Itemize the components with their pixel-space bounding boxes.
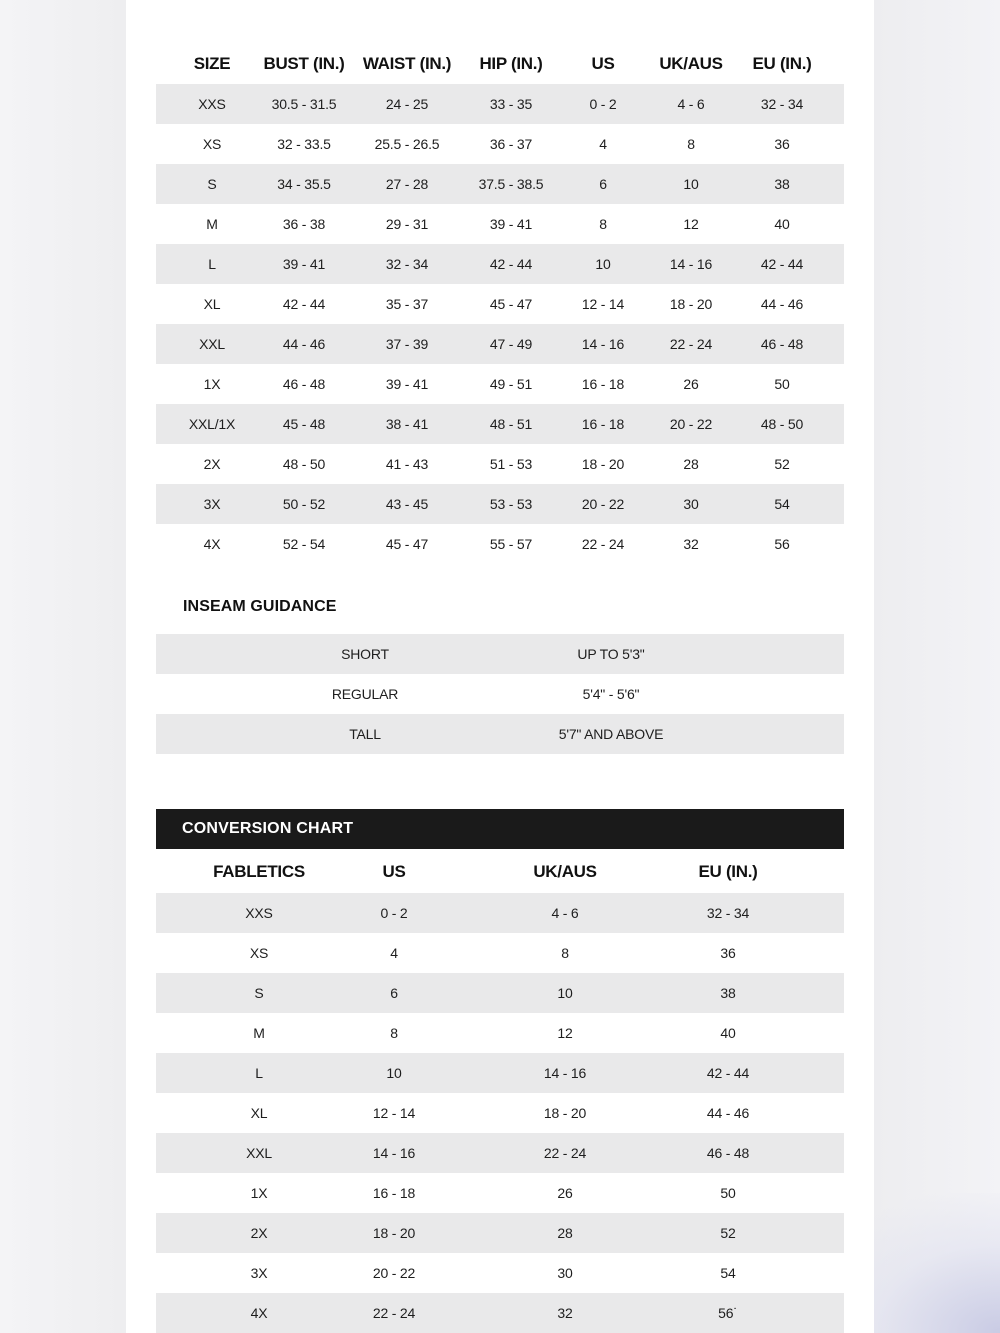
size-table-cell: 24 - 25 (385, 96, 429, 112)
size-table-cell: 46 - 48 (760, 336, 804, 352)
size-table-cell: 50 (774, 376, 790, 392)
size-table-cell: 10 (595, 256, 611, 272)
inseam-cell: UP TO 5'3" (577, 646, 645, 662)
conversion-cell: 2X (250, 1225, 268, 1241)
size-table-cell: XS (202, 136, 222, 152)
size-table-cell: 45 - 47 (385, 536, 429, 552)
size-table-cell: 20 - 22 (669, 416, 713, 432)
size-table-cell: M (206, 216, 218, 232)
size-table-cell: 38 - 41 (385, 416, 429, 432)
right-background (874, 0, 1000, 1333)
conversion-row (156, 893, 844, 933)
size-table-cell: 4 - 6 (677, 96, 705, 112)
conversion-cell: 1X (250, 1185, 268, 1201)
conversion-cell: 4X (250, 1305, 268, 1321)
size-table-cell: 37.5 - 38.5 (478, 176, 544, 192)
size-table-cell: XXL (199, 336, 225, 352)
size-table-cell: 34 - 35.5 (277, 176, 331, 192)
conversion-row (156, 973, 844, 1013)
conversion-cell: 52 (720, 1225, 736, 1241)
size-table-cell: 10 (683, 176, 699, 192)
conversion-row (156, 933, 844, 973)
conversion-cell: XS (249, 945, 269, 961)
conversion-cell: XL (250, 1105, 268, 1121)
size-table-cell: 42 - 44 (760, 256, 804, 272)
size-table-cell: 46 - 48 (282, 376, 326, 392)
size-table-cell: 49 - 51 (489, 376, 533, 392)
size-table-cell: 26 (683, 376, 699, 392)
conversion-row (156, 1053, 844, 1093)
size-table-cell: 12 (683, 216, 699, 232)
size-table-cell: XXS (198, 96, 226, 112)
size-table-cell: 30.5 - 31.5 (271, 96, 337, 112)
conversion-row (156, 1093, 844, 1133)
inseam-cell: REGULAR (331, 686, 399, 702)
size-table-row (156, 524, 844, 564)
size-guide-page (126, 0, 874, 1333)
conversion-cell: 36 (720, 945, 736, 961)
size-table-cell: 18 - 20 (669, 296, 713, 312)
conversion-row (156, 1013, 844, 1053)
conversion-cell: 14 - 16 (372, 1145, 416, 1161)
size-table-cell: 37 - 39 (385, 336, 429, 352)
size-table-header-cell: EU (IN.) (752, 54, 812, 73)
conversion-header-cell: US (382, 862, 406, 881)
conversion-row (156, 1213, 844, 1253)
conversion-cell: S (254, 985, 264, 1001)
conversion-cell: 4 (390, 945, 398, 961)
conversion-cell: 12 - 14 (372, 1105, 416, 1121)
size-table-row (156, 484, 844, 524)
size-table-cell: 51 - 53 (489, 456, 533, 472)
conversion-chart-bar (156, 809, 844, 849)
conversion-row (156, 1133, 844, 1173)
size-table-header (156, 44, 844, 84)
conversion-header-cell: EU (IN.) (698, 862, 758, 881)
size-table-header-cell: WAIST (IN.) (362, 54, 452, 73)
conversion-cell: M (253, 1025, 265, 1041)
inseam-row (156, 634, 844, 674)
size-table-cell: 22 - 24 (669, 336, 713, 352)
conversion-cell: 44 - 46 (706, 1105, 750, 1121)
conversion-cell: 32 (557, 1305, 573, 1321)
conversion-row (156, 1173, 844, 1213)
size-table-cell: 52 - 54 (282, 536, 326, 552)
size-table (156, 44, 844, 564)
size-table-row (156, 404, 844, 444)
size-table-cell: 32 - 33.5 (277, 136, 331, 152)
size-table-header-cell: SIZE (193, 54, 231, 73)
size-table-cell: 14 - 16 (669, 256, 713, 272)
conversion-cell: 8 (561, 945, 569, 961)
conversion-table-header (156, 851, 844, 893)
size-table-cell: 4X (203, 536, 221, 552)
conversion-cell: 3X (250, 1265, 268, 1281)
conversion-table (156, 851, 844, 1333)
size-table-cell: 38 (774, 176, 790, 192)
conversion-cell: 6 (390, 985, 398, 1001)
size-table-cell: 6 (599, 176, 607, 192)
size-table-cell: 8 (687, 136, 695, 152)
conversion-cell: L (255, 1065, 263, 1081)
inseam-cell: 5'4" - 5'6" (582, 686, 640, 702)
conversion-cell: 32 - 34 (706, 905, 750, 921)
size-table-cell: 8 (599, 216, 607, 232)
size-table-cell: 30 (683, 496, 699, 512)
inseam-row (156, 674, 844, 714)
conversion-chart-title: CONVERSION CHART (182, 820, 354, 837)
conversion-cell: 50 (720, 1185, 736, 1201)
size-table-cell: 39 - 41 (282, 256, 326, 272)
conversion-header-cell: FABLETICS (213, 862, 305, 881)
size-table-cell: XL (203, 296, 221, 312)
size-table-cell: 48 - 50 (282, 456, 326, 472)
inseam-cell: SHORT (341, 646, 389, 662)
inseam-row (156, 714, 844, 754)
size-table-cell: XXL/1X (188, 416, 236, 432)
size-table-cell: 44 - 46 (282, 336, 326, 352)
size-table-cell: 0 - 2 (589, 96, 617, 112)
size-table-cell: 36 - 37 (489, 136, 533, 152)
size-table-cell: 52 (774, 456, 790, 472)
conversion-cell: 42 - 44 (706, 1065, 750, 1081)
size-table-cell: 45 - 47 (489, 296, 533, 312)
size-table-cell: 47 - 49 (489, 336, 533, 352)
inseam-guidance-title: INSEAM GUIDANCE (183, 598, 337, 615)
size-table-row (156, 84, 844, 124)
conversion-cell: 18 - 20 (372, 1225, 416, 1241)
size-table-cell: 36 (774, 136, 790, 152)
size-table-cell: 48 - 50 (760, 416, 804, 432)
conversion-row (156, 1253, 844, 1293)
size-table-cell: 32 - 34 (760, 96, 804, 112)
conversion-cell: 28 (557, 1225, 573, 1241)
size-table-cell: 3X (203, 496, 221, 512)
size-table-row (156, 204, 844, 244)
inseam-cell: TALL (349, 726, 381, 742)
size-table-row (156, 124, 844, 164)
size-table-cell: 48 - 51 (489, 416, 533, 432)
conversion-cell: 12 (557, 1025, 573, 1041)
inseam-cell: 5'7" AND ABOVE (558, 726, 664, 742)
conversion-cell: 10 (557, 985, 573, 1001)
size-table-cell: 16 - 18 (581, 376, 625, 392)
conversion-cell: 22 - 24 (372, 1305, 416, 1321)
size-table-cell: 40 (774, 216, 790, 232)
size-table-cell: 28 (683, 456, 699, 472)
conversion-cell: 8 (390, 1025, 398, 1041)
conversion-cell: 18 - 20 (543, 1105, 587, 1121)
conversion-cell: XXL (246, 1145, 272, 1161)
conversion-cell: 56˙ (718, 1305, 738, 1321)
conversion-cell: 10 (386, 1065, 402, 1081)
size-table-cell: 42 - 44 (489, 256, 533, 272)
size-table-cell: 35 - 37 (385, 296, 429, 312)
size-table-cell: 4 (599, 136, 607, 152)
size-table-cell: 50 - 52 (282, 496, 326, 512)
size-table-cell: 20 - 22 (581, 496, 625, 512)
size-table-cell: 22 - 24 (581, 536, 625, 552)
size-table-cell: 54 (774, 496, 790, 512)
size-table-cell: 42 - 44 (282, 296, 326, 312)
size-table-cell: 32 - 34 (385, 256, 429, 272)
left-background (0, 0, 126, 1333)
conversion-cell: 16 - 18 (372, 1185, 416, 1201)
conversion-cell: 26 (557, 1185, 573, 1201)
conversion-cell: XXS (245, 905, 273, 921)
conversion-cell: 22 - 24 (543, 1145, 587, 1161)
size-table-cell: L (208, 256, 216, 272)
size-table-cell: 56 (774, 536, 790, 552)
size-table-cell: 41 - 43 (385, 456, 429, 472)
conversion-cell: 20 - 22 (372, 1265, 416, 1281)
size-table-cell: 33 - 35 (489, 96, 533, 112)
size-table-cell: 36 - 38 (282, 216, 326, 232)
size-table-header-cell: BUST (IN.) (263, 54, 345, 73)
size-table-row (156, 244, 844, 284)
size-table-header-cell: HIP (IN.) (479, 54, 543, 73)
conversion-cell: 46 - 48 (706, 1145, 750, 1161)
size-table-cell: 43 - 45 (385, 496, 429, 512)
size-table-cell: 12 - 14 (581, 296, 625, 312)
size-table-cell: 18 - 20 (581, 456, 625, 472)
size-table-cell: 45 - 48 (282, 416, 326, 432)
inseam-table (156, 634, 844, 754)
size-table-row (156, 324, 844, 364)
size-table-cell: 27 - 28 (385, 176, 429, 192)
size-table-cell: 2X (203, 456, 221, 472)
size-table-cell: 25.5 - 26.5 (374, 136, 440, 152)
size-table-cell: 44 - 46 (760, 296, 804, 312)
conversion-cell: 0 - 2 (380, 905, 408, 921)
size-table-header-cell: US (591, 54, 615, 73)
conversion-cell: 54 (720, 1265, 736, 1281)
size-table-row (156, 284, 844, 324)
size-table-cell: 39 - 41 (489, 216, 533, 232)
size-table-cell: 32 (683, 536, 699, 552)
conversion-header-cell: UK/AUS (533, 862, 597, 881)
size-table-cell: 29 - 31 (385, 216, 429, 232)
conversion-cell: 30 (557, 1265, 573, 1281)
size-table-cell: 39 - 41 (385, 376, 429, 392)
size-table-header-cell: UK/AUS (659, 54, 723, 73)
size-table-row (156, 444, 844, 484)
size-table-cell: S (207, 176, 217, 192)
conversion-cell: 40 (720, 1025, 736, 1041)
size-table-cell: 1X (203, 376, 221, 392)
conversion-row (156, 1293, 844, 1333)
size-table-cell: 55 - 57 (489, 536, 533, 552)
conversion-cell: 38 (720, 985, 736, 1001)
size-table-cell: 14 - 16 (581, 336, 625, 352)
size-table-cell: 16 - 18 (581, 416, 625, 432)
conversion-cell: 14 - 16 (543, 1065, 587, 1081)
size-table-row (156, 164, 844, 204)
size-table-row (156, 364, 844, 404)
conversion-cell: 4 - 6 (551, 905, 579, 921)
size-table-cell: 53 - 53 (489, 496, 533, 512)
